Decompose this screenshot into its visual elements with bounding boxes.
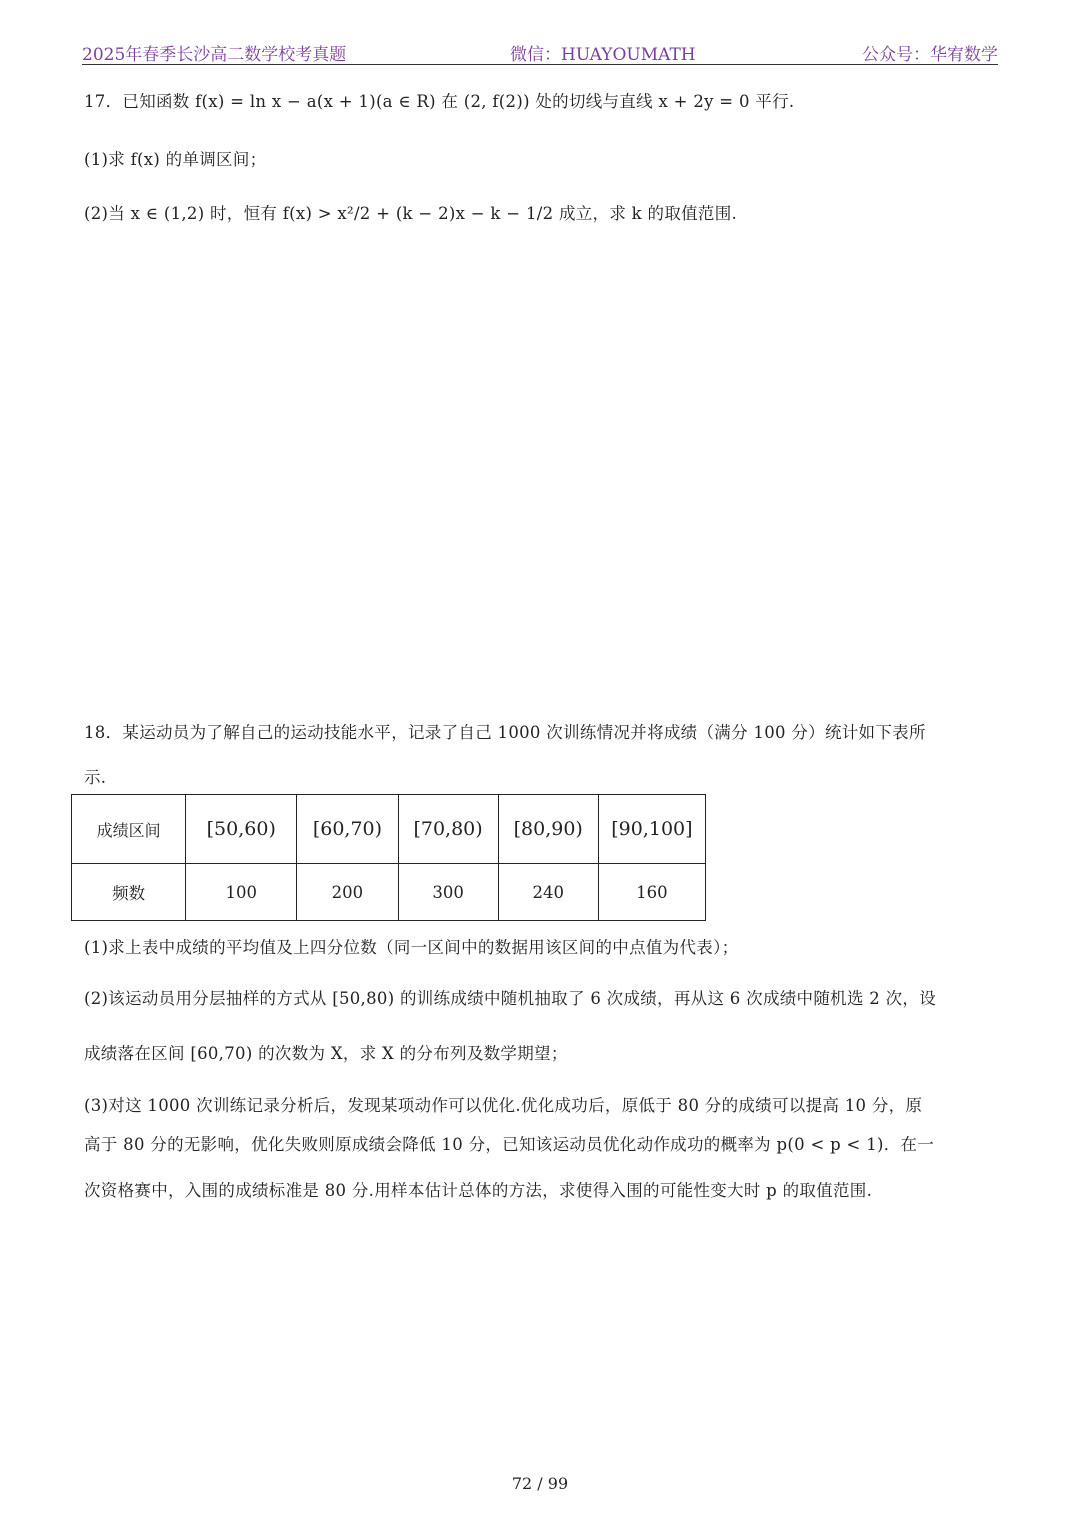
question-18-part-3-line-1: (3)对这 1000 次训练记录分析后，发现某项动作可以优化.优化成功后，原低于 80 分的成绩可以提高 10 分，原 [84, 1096, 923, 1115]
table-cell-interval: [50,60) [186, 795, 297, 864]
question-18-part-3-line-2: 高于 80 分的无影响，优化失败则原成绩会降低 10 分，已知该运动员优化动作成功的概率为 p(0 < p < 1)．在一 [84, 1135, 935, 1154]
page-header [82, 38, 998, 65]
table-row-intervals [72, 795, 706, 864]
table-cell-interval: [90,100] [598, 795, 705, 864]
table-row-frequencies [72, 864, 706, 921]
question-18-stem-line-1: 18．某运动员为了解自己的运动技能水平，记录了自己 1000 次训练情况并将成绩（满分 100 分）统计如下表所 [84, 723, 926, 742]
header-title: 2025年春季长沙高二数学校考真题 [82, 45, 347, 65]
question-18-stem-line-2: 示. [84, 768, 107, 787]
table-header-frequency: 频数 [72, 864, 186, 921]
table-cell-frequency: 300 [398, 864, 498, 921]
question-18-part-2-line-1: (2)该运动员用分层抽样的方式从 [50,80) 的训练成绩中随机抽取了 6 次成绩，再从这 6 次成绩中随机选 2 次，设 [84, 989, 937, 1008]
question-18-part-1: (1)求上表中成绩的平均值及上四分位数（同一区间中的数据用该区间的中点值为代表）； [84, 938, 739, 957]
table-cell-interval: [80,90) [498, 795, 598, 864]
question-17-stem: 17．已知函数 f(x) = ln x − a(x + 1)(a ∈ R) 在 (2, f(2)) 处的切线与直线 x + 2y = 0 平行. [84, 92, 795, 111]
table-header-interval: 成绩区间 [72, 795, 186, 864]
score-frequency-table [71, 794, 706, 921]
question-17-part-1: (1)求 f(x) 的单调区间； [84, 150, 267, 169]
page-number: 72 / 99 [511, 1474, 569, 1493]
table-cell-frequency: 160 [598, 864, 705, 921]
table-cell-interval: [60,70) [297, 795, 398, 864]
table-cell-frequency: 240 [498, 864, 598, 921]
table-cell-interval: [70,80) [398, 795, 498, 864]
header-wechat: 微信：HUAYOUMATH [510, 45, 696, 65]
header-account: 公众号：华宥数学 [862, 45, 998, 65]
question-18-part-2-line-2: 成绩落在区间 [60,70) 的次数为 X，求 X 的分布列及数学期望； [84, 1044, 568, 1063]
table-cell-frequency: 100 [186, 864, 297, 921]
table-cell-frequency: 200 [297, 864, 398, 921]
question-17-part-2: (2)当 x ∈ (1,2) 时，恒有 f(x) > x²/2 + (k − 2)x − k − 1/2 成立，求 k 的取值范围. [84, 204, 738, 223]
question-18-part-3-line-3: 次资格赛中，入围的成绩标准是 80 分.用样本估计总体的方法，求使得入围的可能性变大时 p 的取值范围. [84, 1181, 873, 1200]
